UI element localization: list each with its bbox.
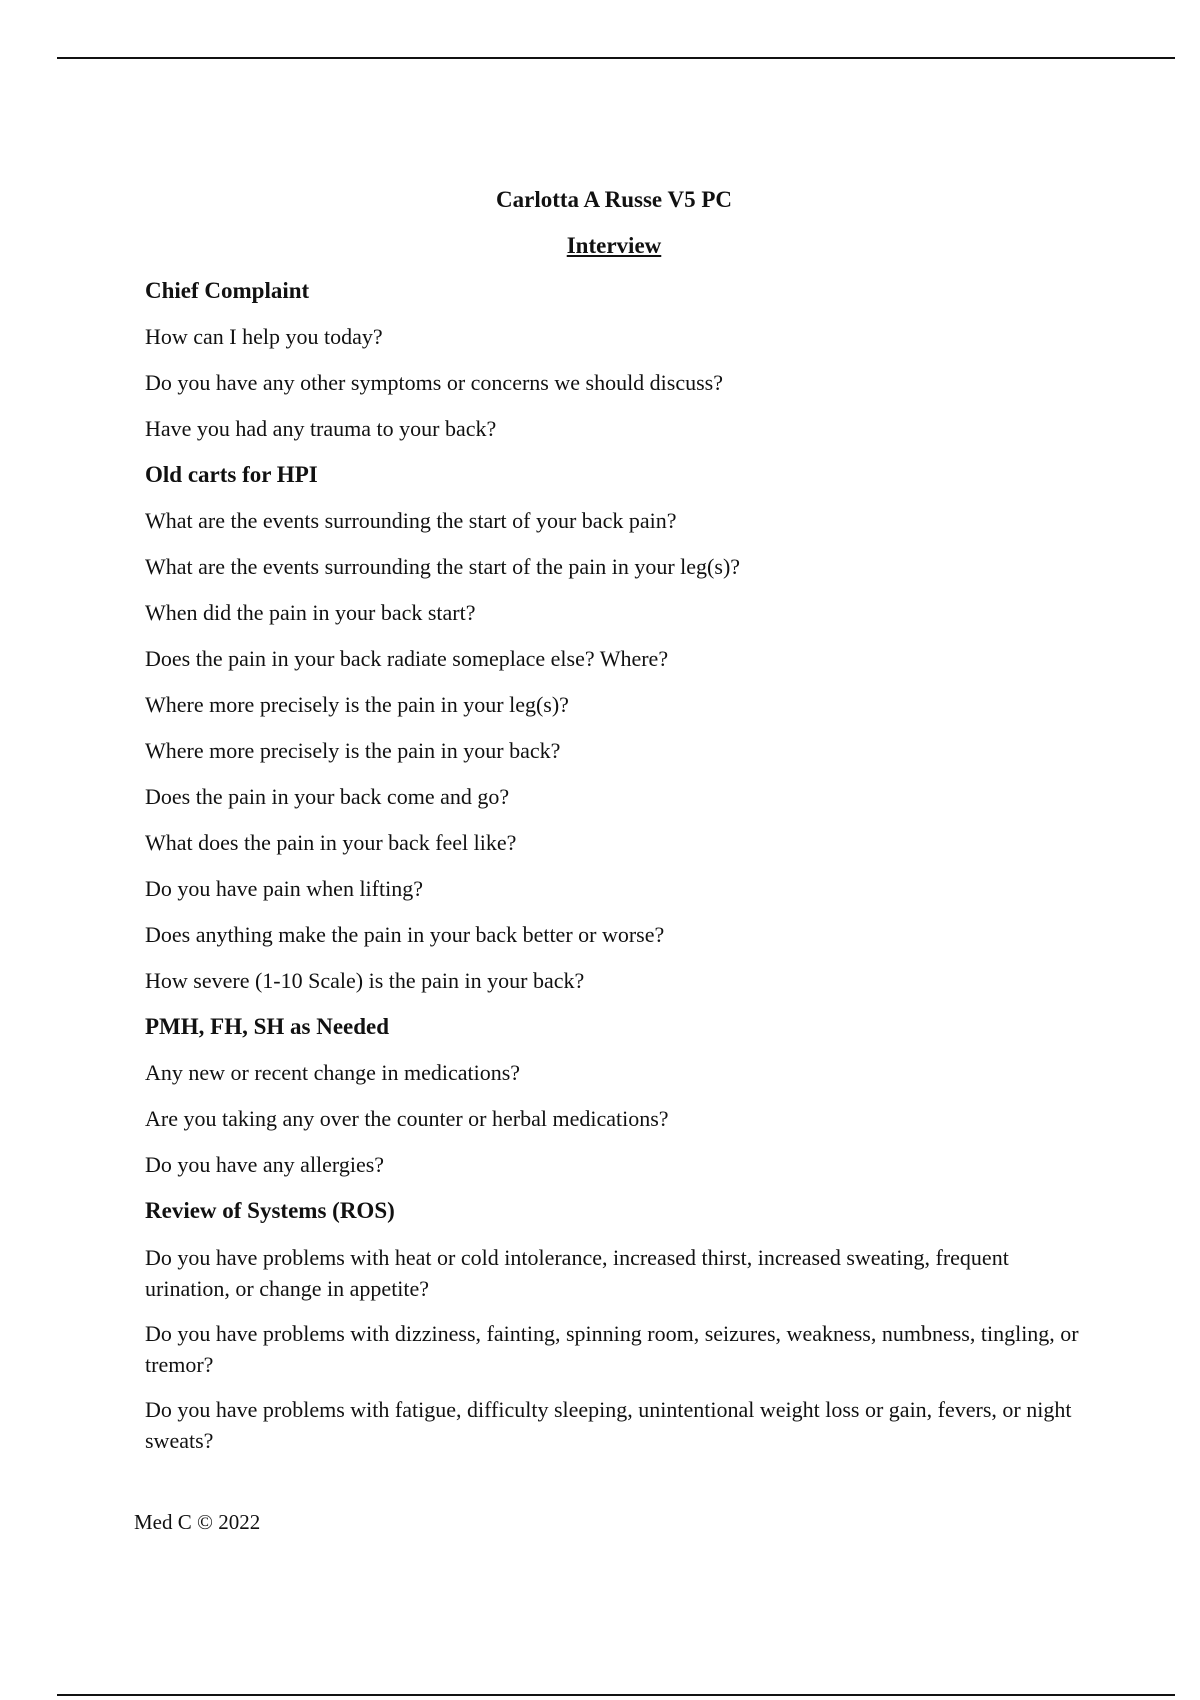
question-item: Do you have any other symptoms or concerns we should discuss?: [145, 370, 724, 395]
question-item: Have you had any trauma to your back?: [145, 416, 497, 441]
question-item: Where more precisely is the pain in your back?: [145, 738, 561, 763]
question-item: What does the pain in your back feel like?: [145, 830, 517, 855]
question-item: Do you have problems with heat or cold intolerance, increased thirst, increased sweating, frequent urination, or change in appetite?: [145, 1245, 1009, 1301]
question-item: Does the pain in your back radiate someplace else? Where?: [145, 646, 669, 671]
copyright-footer: Med C © 2022: [134, 1510, 261, 1534]
section-heading: Old carts for HPI: [145, 462, 318, 487]
question-item: Are you taking any over the counter or herbal medications?: [145, 1106, 669, 1131]
question-item: Do you have problems with dizziness, fainting, spinning room, seizures, weakness, numbness, tingling, or tremor?: [145, 1321, 1079, 1377]
interview-content: [145, 276, 1085, 1470]
question-item: Does anything make the pain in your back better or worse?: [145, 922, 665, 947]
question-item: Does the pain in your back come and go?: [145, 784, 510, 809]
section-heading: PMH, FH, SH as Needed: [145, 1014, 390, 1039]
question-item: How can I help you today?: [145, 324, 383, 349]
document-title: Carlotta A Russe V5 PC: [496, 187, 732, 212]
section-hpi: [145, 460, 1085, 996]
question-item: Any new or recent change in medications?: [145, 1060, 521, 1085]
question-item: When did the pain in your back start?: [145, 600, 476, 625]
question-item: Where more precisely is the pain in your leg(s)?: [145, 692, 569, 717]
question-item: What are the events surrounding the start of your back pain?: [145, 508, 677, 533]
question-item: Do you have pain when lifting?: [145, 876, 423, 901]
question-item: What are the events surrounding the start of the pain in your leg(s)?: [145, 554, 741, 579]
section-pmh-fh-sh: [145, 1012, 1085, 1180]
question-item: Do you have any allergies?: [145, 1152, 385, 1177]
question-item: How severe (1-10 Scale) is the pain in your back?: [145, 968, 585, 993]
top-divider: [57, 57, 1175, 59]
document-subtitle: Interview: [566, 233, 662, 258]
section-heading: Chief Complaint: [145, 278, 310, 303]
section-review-of-systems: [145, 1196, 1085, 1456]
bottom-divider: [57, 1694, 1175, 1696]
section-heading: Review of Systems (ROS): [145, 1198, 395, 1223]
section-chief-complaint: [145, 276, 1085, 444]
question-item: Do you have problems with fatigue, difficulty sleeping, unintentional weight loss or gain, fevers, or night sweats?: [145, 1397, 1072, 1453]
